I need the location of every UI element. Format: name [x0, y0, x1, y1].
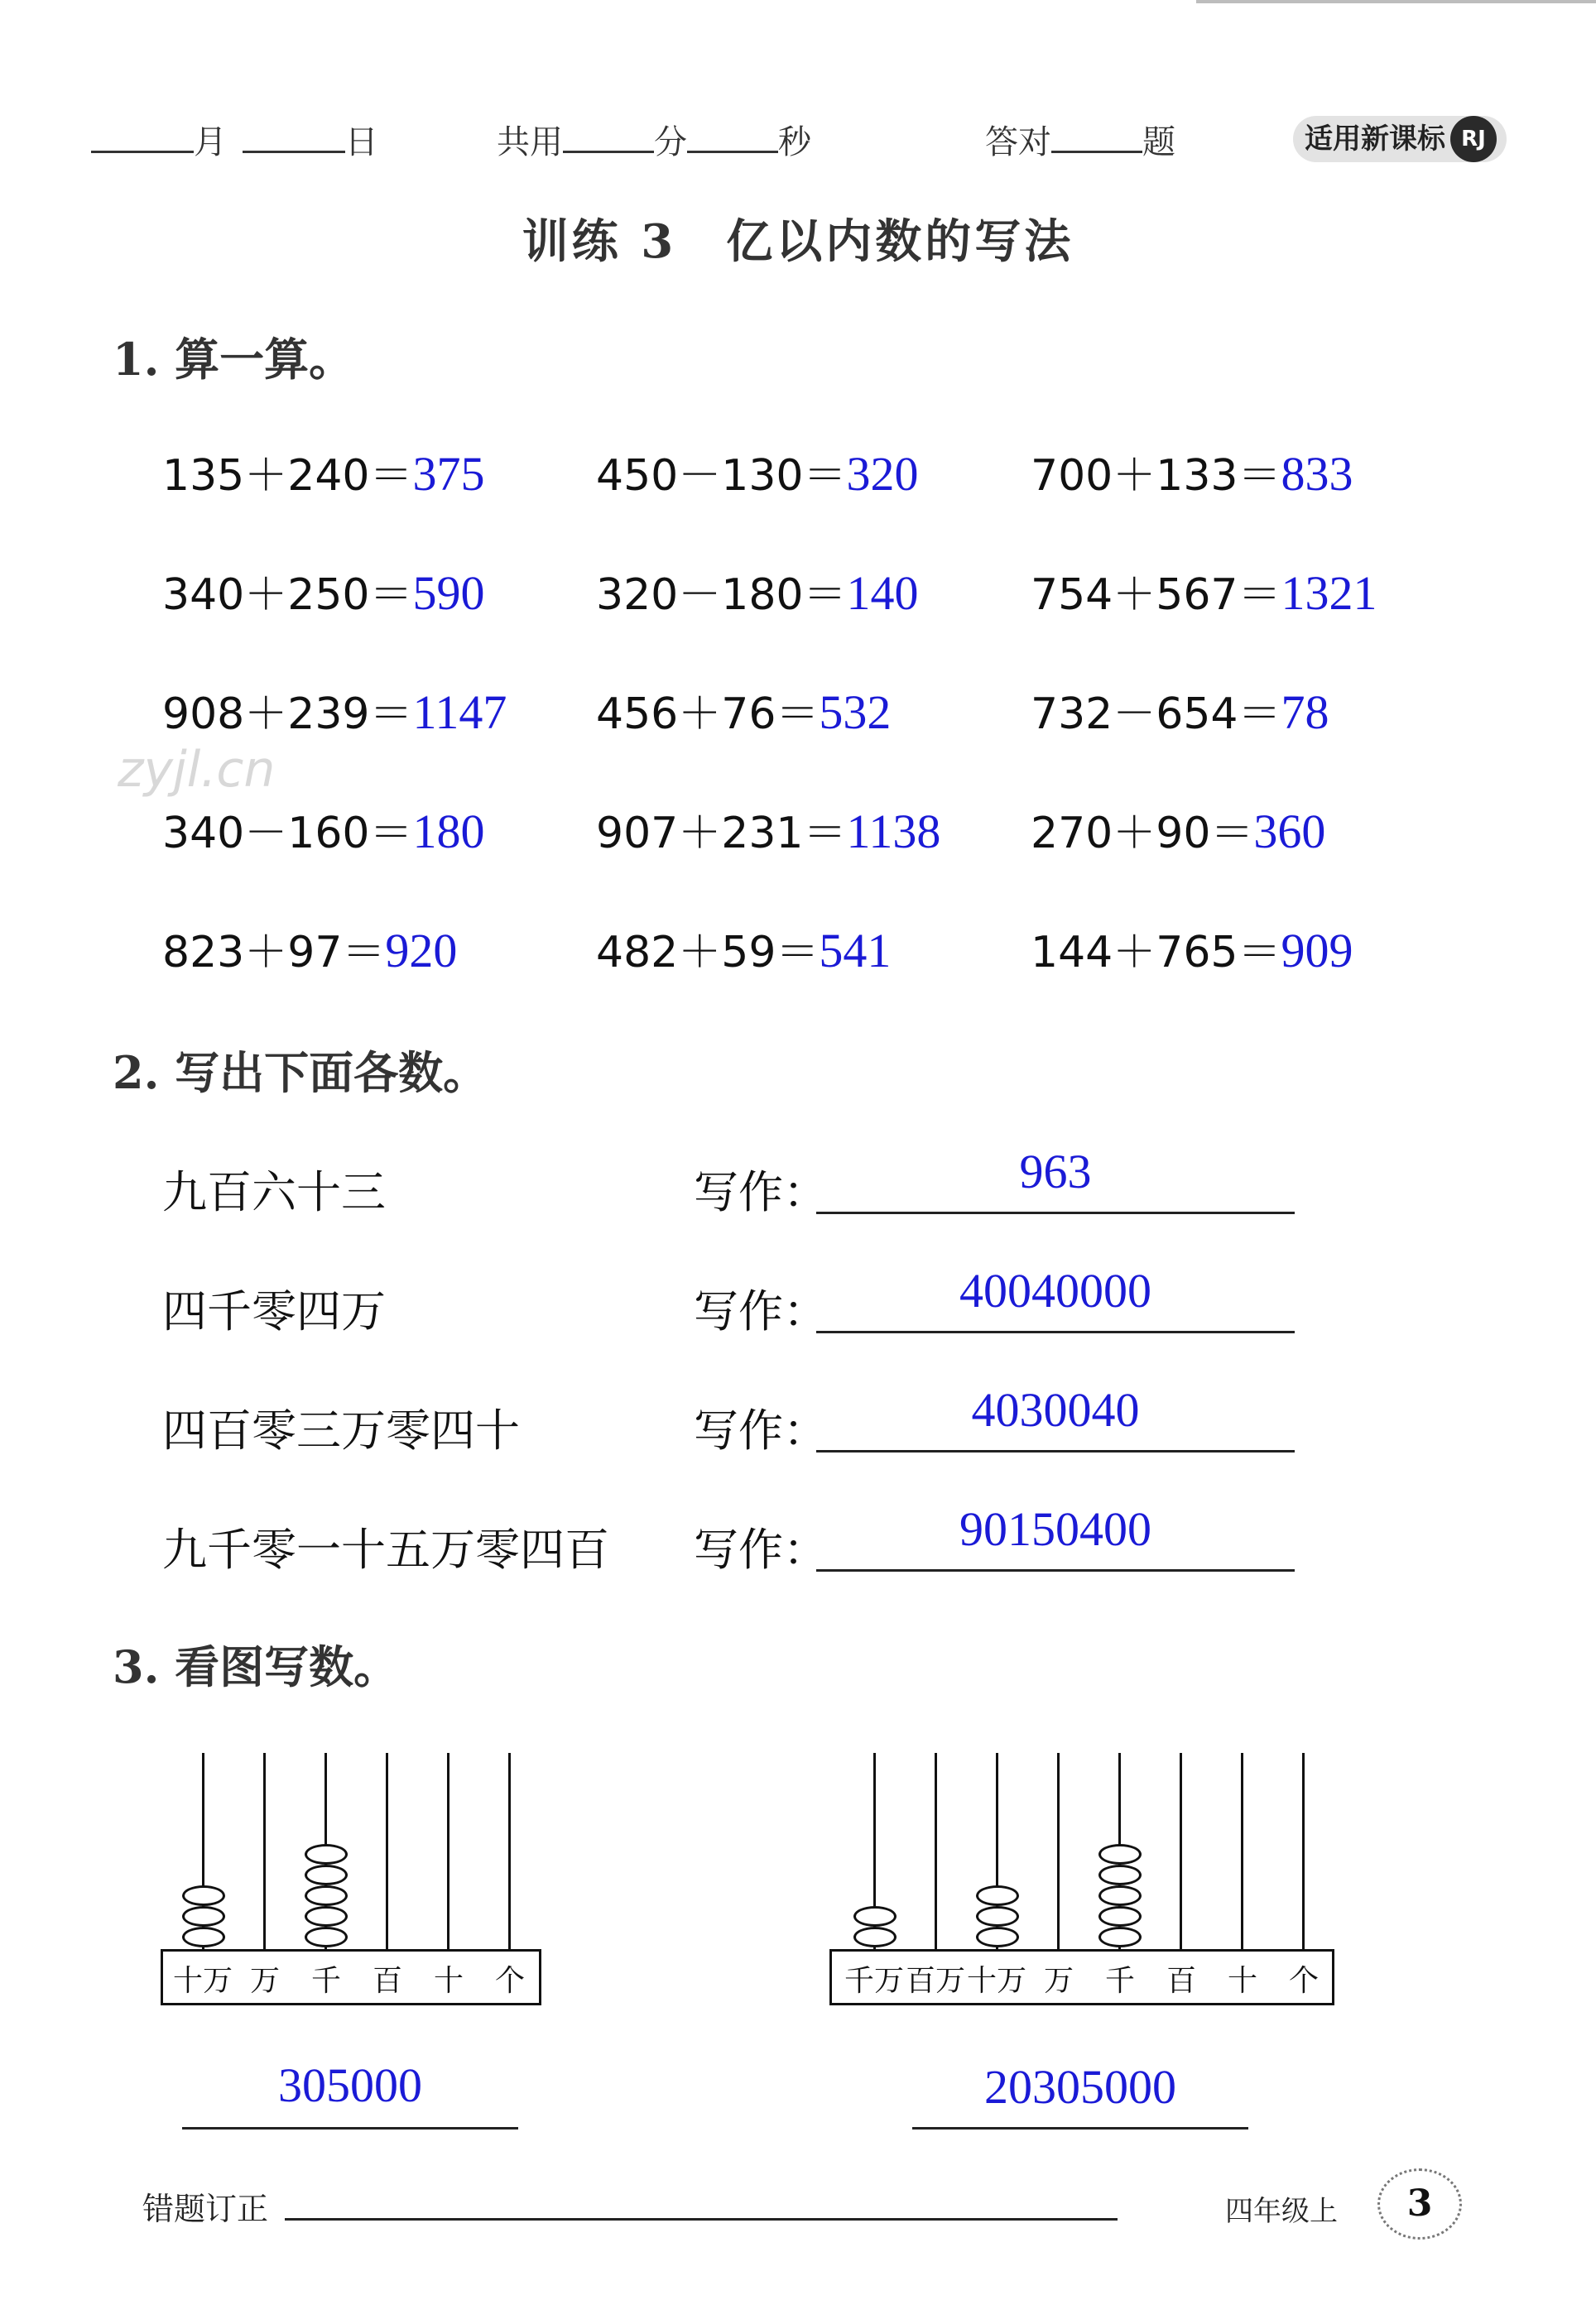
- answer: 590: [412, 566, 485, 620]
- month-label: 月: [194, 123, 227, 161]
- abacus-bead: [182, 1906, 225, 1927]
- date-field: [91, 116, 378, 163]
- place-label: 百: [1166, 1964, 1197, 1998]
- score-field: [985, 116, 1175, 163]
- answer-line[interactable]: [816, 1450, 1295, 1452]
- abacus-rod: [1180, 1753, 1182, 1949]
- abacus-answer: 305000: [278, 2058, 422, 2112]
- place-label: 十: [434, 1964, 464, 1998]
- abacus-bead: [976, 1927, 1019, 1947]
- correct-label: 答对: [985, 123, 1051, 161]
- abacus-rod: [447, 1753, 449, 1949]
- abacus-bead: [1098, 1885, 1142, 1906]
- equation: 450－130＝320: [596, 447, 919, 501]
- number-words: 九百六十三: [162, 1166, 386, 1218]
- answer-line[interactable]: [912, 2127, 1248, 2130]
- answer: 320: [846, 447, 919, 501]
- page-title: 训练 3 亿以内数的写法: [522, 214, 1074, 269]
- equation: 456＋76＝532: [596, 685, 892, 739]
- abacus-bead: [182, 1927, 225, 1947]
- correction-line[interactable]: [285, 2218, 1118, 2221]
- write-label: 写作：: [694, 1285, 828, 1337]
- answer-line[interactable]: [816, 1331, 1295, 1333]
- abacus-bead: [305, 1927, 348, 1947]
- seconds-blank[interactable]: [687, 126, 778, 153]
- minutes-label: 分: [654, 123, 687, 161]
- equation: 907＋231＝1138: [596, 804, 941, 858]
- badge-text: 适用新课标: [1305, 122, 1445, 156]
- equation: 482＋59＝541: [596, 924, 892, 977]
- written-answer: 40040000: [959, 1264, 1151, 1318]
- written-answer: 4030040: [971, 1383, 1140, 1437]
- page-number: 3: [1377, 2168, 1462, 2240]
- answer: 909: [1281, 924, 1353, 977]
- write-label: 写作：: [694, 1404, 828, 1457]
- abacus-bead: [853, 1927, 897, 1947]
- place-label: 千万: [844, 1964, 905, 1998]
- equation: 700＋133＝833: [1031, 447, 1353, 501]
- total-time-label: 共用: [497, 123, 563, 161]
- equation: 754＋567＝1321: [1031, 566, 1377, 620]
- equation: 908＋239＝1147: [162, 685, 507, 739]
- questions-label: 题: [1142, 123, 1175, 161]
- abacus-bead: [1098, 1906, 1142, 1927]
- abacus-bead: [976, 1885, 1019, 1906]
- number-words: 四千零四万: [162, 1285, 386, 1337]
- time-field: [497, 116, 811, 163]
- answer: 532: [819, 685, 892, 739]
- abacus-bead: [853, 1906, 897, 1927]
- minutes-blank[interactable]: [563, 126, 654, 153]
- answer: 375: [412, 447, 485, 501]
- abacus-bead: [182, 1885, 225, 1906]
- abacus-bead: [305, 1844, 348, 1865]
- grade-label: 四年级上: [1225, 2195, 1338, 2228]
- place-label: 个: [495, 1964, 526, 1998]
- abacus-bead: [1098, 1844, 1142, 1865]
- watermark: zyjl.cn: [118, 741, 276, 799]
- equation: 823＋97＝920: [162, 924, 458, 977]
- equation: 135＋240＝375: [162, 447, 485, 501]
- equation: 732－654＝78: [1031, 685, 1329, 739]
- place-label: 百万: [906, 1964, 966, 1998]
- number-words: 四百零三万零四十: [162, 1404, 520, 1457]
- abacus-bead: [305, 1865, 348, 1885]
- place-label: 千: [1105, 1964, 1136, 1998]
- abacus-rod: [508, 1753, 511, 1949]
- equation: 340＋250＝590: [162, 566, 485, 620]
- day-label: 日: [344, 123, 378, 161]
- place-label: 十万: [967, 1964, 1027, 1998]
- abacus-rod: [386, 1753, 388, 1949]
- day-blank[interactable]: [243, 126, 345, 153]
- answer: 180: [412, 804, 485, 858]
- answer: 1321: [1281, 566, 1377, 620]
- answer: 833: [1281, 447, 1353, 501]
- section2-heading: 2. 写出下面各数。: [113, 1046, 488, 1099]
- write-label: 写作：: [694, 1524, 828, 1576]
- written-answer: 963: [1019, 1145, 1092, 1198]
- section1-heading: 1. 算一算。: [113, 333, 354, 386]
- abacus-bead: [305, 1906, 348, 1927]
- answer: 78: [1281, 685, 1329, 739]
- correct-blank[interactable]: [1051, 126, 1142, 153]
- equation: 320－180＝140: [596, 566, 919, 620]
- place-label: 万: [250, 1964, 281, 1998]
- abacus-rod: [1302, 1753, 1305, 1949]
- number-words: 九千零一十五万零四百: [162, 1524, 609, 1576]
- abacus-rod: [935, 1753, 937, 1949]
- answer: 140: [846, 566, 919, 620]
- abacus-rod: [1057, 1753, 1060, 1949]
- answer: 360: [1253, 804, 1326, 858]
- equation: 270＋90＝360: [1031, 804, 1326, 858]
- top-edge-line: [1196, 0, 1596, 3]
- equation: 144＋765＝909: [1031, 924, 1353, 977]
- place-label: 万: [1044, 1964, 1074, 1998]
- abacus-bead: [1098, 1865, 1142, 1885]
- abacus-bead: [976, 1906, 1019, 1927]
- abacus-bead: [1098, 1927, 1142, 1947]
- answer: 541: [819, 924, 892, 977]
- answer-line[interactable]: [816, 1569, 1295, 1572]
- answer: 1147: [412, 685, 507, 739]
- abacus-answer: 20305000: [984, 2060, 1176, 2114]
- written-answer: 90150400: [959, 1502, 1151, 1556]
- equation: 340－160＝180: [162, 804, 485, 858]
- seconds-label: 秒: [778, 123, 811, 161]
- place-label: 百: [373, 1964, 403, 1998]
- section3-heading: 3. 看图写数。: [113, 1640, 399, 1693]
- correction-label: 错题订正: [142, 2191, 269, 2227]
- curriculum-badge: [1293, 116, 1507, 162]
- write-label: 写作：: [694, 1166, 828, 1218]
- abacus-rod: [263, 1753, 266, 1949]
- place-label: 千: [311, 1964, 342, 1998]
- place-label: 十万: [173, 1964, 233, 1998]
- answer: 1138: [846, 804, 941, 858]
- place-label: 个: [1289, 1964, 1320, 1998]
- answer-line[interactable]: [182, 2127, 518, 2130]
- abacus-rod: [1241, 1753, 1243, 1949]
- month-blank[interactable]: [91, 126, 194, 153]
- place-label: 十: [1228, 1964, 1258, 1998]
- abacus-bead: [305, 1885, 348, 1906]
- answer-line[interactable]: [816, 1212, 1295, 1214]
- rj-badge: RJ: [1450, 116, 1497, 162]
- answer: 920: [385, 924, 458, 977]
